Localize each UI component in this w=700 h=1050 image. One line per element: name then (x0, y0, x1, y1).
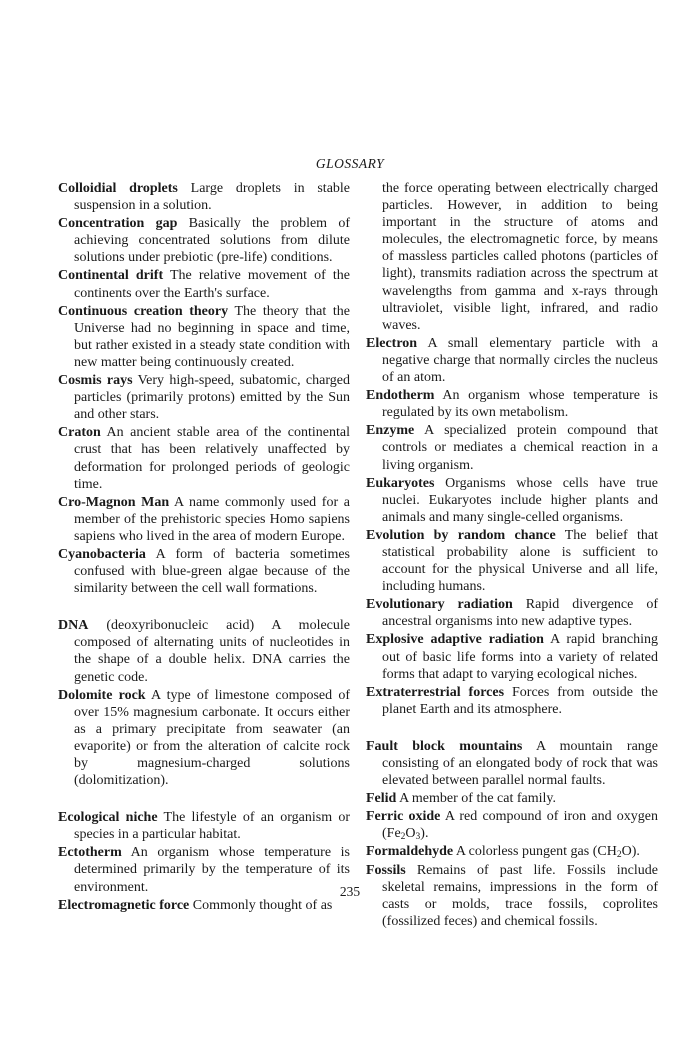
glossary-entry (366, 843, 658, 860)
glossary-entry (366, 808, 658, 842)
glossary-definition: Very high-speed, subatomic, charged particles (primarily protons) emitted by the Sun and other stars. (74, 373, 350, 423)
glossary-definition: A mountain range consisting of an elongated body of rock that was elevated between parallel normal faults. (382, 738, 659, 789)
glossary-definition: A form of bacteria sometimes confused with blue-green algae because of the similarity between the cell wall formations. (74, 546, 350, 597)
glossary-definition: Large droplets in stable suspension in a solution. (74, 181, 351, 214)
glossary-entry (58, 809, 350, 843)
glossary-definition: A red compound of iron and oxygen (444, 809, 658, 825)
glossary-term: Felid (366, 791, 397, 807)
glossary-definition: An organism whose temperature is determined primarily by the temperature of its environment. (74, 845, 350, 895)
glossary-entry (366, 335, 658, 386)
chemical-formula: $(CH_2O)$. (592, 844, 640, 861)
glossary-term: Explosive adaptive radiation (366, 632, 544, 648)
glossary-left-column (58, 180, 350, 915)
letter-section-gap (58, 790, 350, 809)
running-header: GLOSSARY (315, 156, 385, 171)
glossary-term: Continental drift (58, 268, 164, 284)
letter-section-gap (58, 598, 350, 617)
glossary-term: Extraterrestrial forces (366, 684, 505, 700)
glossary-definition: The relative movement of the continents over the Earth's surface. (74, 268, 350, 301)
glossary-definition: A specialized protein compound that controls or mediates a chemical reaction in a living organism. (382, 423, 658, 473)
glossary-term: Cro-Magnon Man (58, 494, 170, 510)
glossary-term: Ecological niche (58, 810, 158, 826)
glossary-entry (58, 372, 350, 423)
glossary-entry (58, 687, 350, 790)
glossary-definition: The lifestyle of an organism or species in a particular habitat. (74, 810, 350, 843)
glossary-definition: Remains of past life. Fossils include skeletal remains, impressions in the form of casts or molds, trace fossils, coprolites (fossilized feces) and chemical fossils. (382, 862, 658, 929)
glossary-term: Evolution by random chance (366, 527, 556, 543)
glossary-entry (58, 267, 350, 301)
glossary-term: Fault block mountains (366, 738, 523, 754)
glossary-term: Enzyme (366, 423, 415, 439)
glossary-term: Craton (58, 425, 101, 441)
glossary-definition: A type of limestone composed of over 15% magnesium carbonate. It occurs either as a primary precipitate from seawater (an evaporite) or from the alteration of calcite rock by magnesium-charged solutions (dolomitization). (74, 687, 351, 789)
glossary-term: Colloidial droplets (58, 181, 178, 196)
glossary-entry (58, 215, 350, 266)
glossary-entry (366, 631, 658, 682)
glossary-entry (366, 387, 658, 421)
glossary-entry (58, 546, 350, 597)
glossary-definition: (deoxyribonucleic acid) A molecule composed of alternating units of nucleotides in the shape of a double helix. DNA carries the genetic code. (74, 618, 350, 685)
glossary-term: Electron (366, 335, 418, 351)
glossary-definition: The theory that the Universe had no beginning in space and time, but rather existed in a steady state condition with new matter being continuously created. (74, 303, 350, 370)
glossary-entry (58, 424, 350, 492)
glossary-entry (366, 527, 658, 595)
glossary-entry (366, 422, 658, 473)
glossary-term: Cyanobacteria (58, 546, 146, 562)
glossary-entry (366, 596, 658, 630)
glossary-definition: Basically the problem of achieving concentrated solutions from dilute solutions under prebiotic (pre-life) conditions. (74, 216, 350, 266)
glossary-definition: An organism whose temperature is regulated by its own metabolism. (382, 388, 658, 421)
glossary-definition: A name commonly used for a member of the prehistoric species Homo sapiens sapiens who lived in the area of modern Europe. (74, 494, 350, 544)
glossary-definition: Commonly thought of as (192, 897, 333, 913)
glossary-term: Endotherm (366, 388, 435, 404)
glossary-entry (366, 475, 658, 526)
glossary-definition: Forces from outside the planet Earth and its atmosphere. (382, 684, 658, 717)
glossary-right-column (366, 180, 658, 931)
glossary-entry (58, 180, 350, 214)
glossary-definition: A rapid branching out of basic life forms into a variety of related forms that adapt to varying ecological niches. (382, 632, 658, 682)
glossary-term: Dolomite rock (58, 687, 146, 703)
glossary-entry (58, 494, 350, 545)
glossary-term: Formaldehyde (366, 844, 454, 860)
glossary-term: Fossils (366, 862, 406, 878)
glossary-entry (366, 738, 658, 789)
glossary-term: Eukaryotes (366, 475, 435, 491)
glossary-entry (366, 684, 658, 718)
glossary-definition: An ancient stable area of the continental crust that has been relatively unaffected by deformation for prolonged periods of geologic time. (74, 425, 350, 492)
glossary-term: Continuous creation theory (58, 303, 229, 319)
glossary-term: Cosmis rays (58, 373, 133, 389)
glossary-term: Evolutionary radiation (366, 597, 513, 613)
glossary-definition: Organisms whose cells have true nuclei. Eukaryotes include higher plants and animals and many single-celled organisms. (382, 475, 658, 525)
glossary-term: Ectotherm (58, 845, 122, 861)
glossary-definition: The belief that statistical probability alone is sufficient to account for the physical Universe and all life, including humans. (382, 527, 658, 595)
glossary-term: Ferric oxide (366, 809, 441, 825)
page-number: 235 (339, 884, 361, 899)
glossary-continuation: the force operating between electrically charged particles. However, in addition to being important in the structure of atoms and molecules, the electromagnetic force, by means of massless particles called photons (particles of light), transmits radiation across the spectrum at wavelengths from gamma and x-rays through ultraviolet, visible light, infrared, and radio waves. (382, 181, 658, 333)
glossary-definition: A member of the cat family. (399, 791, 557, 807)
glossary-entry (58, 617, 350, 685)
glossary-entry (58, 303, 350, 371)
letter-section-gap (366, 719, 658, 738)
glossary-term: Concentration gap (58, 216, 178, 232)
glossary-definition: A colorless pungent gas (455, 844, 590, 860)
glossary-term: Electromagnetic force (58, 897, 190, 913)
glossary-definition: Rapid divergence of ancestral organisms into new adaptive types. (382, 597, 658, 630)
chemical-formula: $(Fe_2O_3)$. (382, 826, 429, 843)
glossary-term: DNA (58, 618, 89, 634)
glossary-definition: A small elementary particle with a negative charge that normally circles the nucleus of an atom. (382, 335, 658, 386)
glossary-entry (366, 790, 658, 807)
